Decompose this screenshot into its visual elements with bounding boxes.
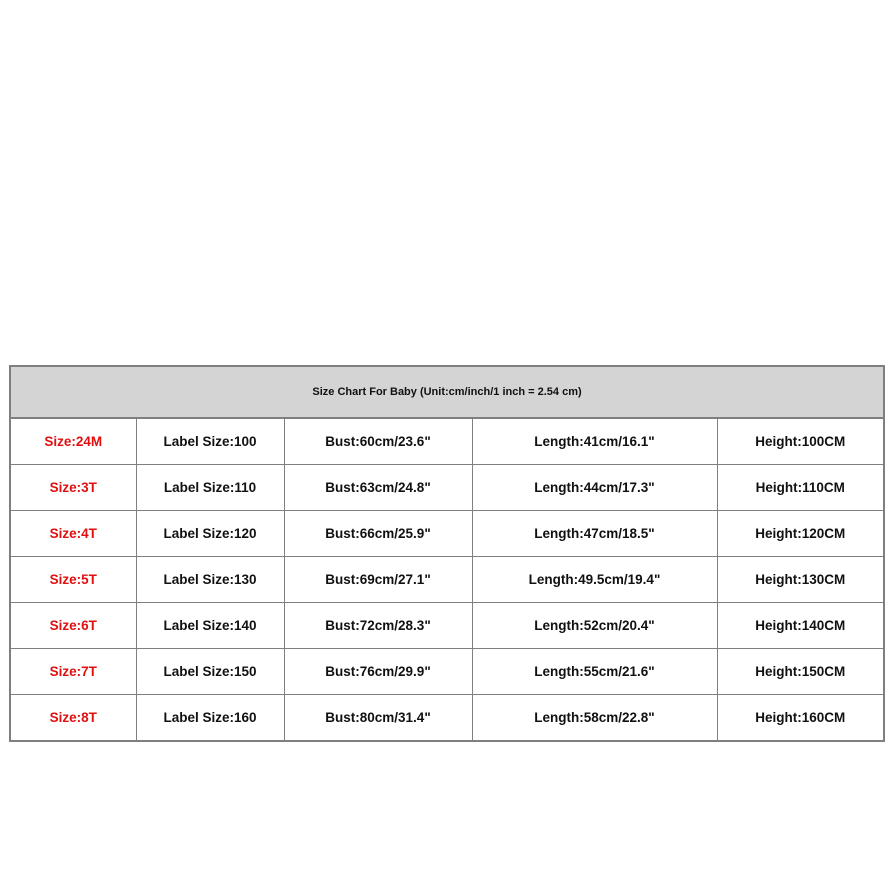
- bust-cell: Bust:69cm/27.1": [284, 557, 472, 603]
- bust-cell: Bust:80cm/31.4": [284, 695, 472, 742]
- length-cell: Length:41cm/16.1": [472, 418, 717, 465]
- label-size-cell: Label Size:160: [136, 695, 284, 742]
- bust-cell: Bust:63cm/24.8": [284, 465, 472, 511]
- height-cell: Height:120CM: [717, 511, 884, 557]
- chart-title: Size Chart For Baby (Unit:cm/inch/1 inch = 2.54 cm): [10, 366, 884, 418]
- size-cell: Size:7T: [10, 649, 136, 695]
- table-row: [10, 695, 884, 742]
- size-cell: Size:6T: [10, 603, 136, 649]
- length-cell: Length:44cm/17.3": [472, 465, 717, 511]
- title-row: [10, 366, 884, 418]
- size-cell: Size:24M: [10, 418, 136, 465]
- length-cell: Length:52cm/20.4": [472, 603, 717, 649]
- size-cell: Size:8T: [10, 695, 136, 742]
- table-row: [10, 649, 884, 695]
- size-cell: Size:5T: [10, 557, 136, 603]
- size-chart-table: [9, 365, 885, 742]
- length-cell: Length:47cm/18.5": [472, 511, 717, 557]
- bust-cell: Bust:72cm/28.3": [284, 603, 472, 649]
- height-cell: Height:150CM: [717, 649, 884, 695]
- table-row: [10, 418, 884, 465]
- size-chart-container: [9, 365, 883, 742]
- table-row: [10, 465, 884, 511]
- size-rows: [10, 418, 884, 741]
- length-cell: Length:55cm/21.6": [472, 649, 717, 695]
- size-cell: Size:4T: [10, 511, 136, 557]
- label-size-cell: Label Size:120: [136, 511, 284, 557]
- height-cell: Height:160CM: [717, 695, 884, 742]
- label-size-cell: Label Size:150: [136, 649, 284, 695]
- height-cell: Height:140CM: [717, 603, 884, 649]
- bust-cell: Bust:66cm/25.9": [284, 511, 472, 557]
- size-cell: Size:3T: [10, 465, 136, 511]
- bust-cell: Bust:76cm/29.9": [284, 649, 472, 695]
- height-cell: Height:110CM: [717, 465, 884, 511]
- bust-cell: Bust:60cm/23.6": [284, 418, 472, 465]
- label-size-cell: Label Size:140: [136, 603, 284, 649]
- length-cell: Length:58cm/22.8": [472, 695, 717, 742]
- length-cell: Length:49.5cm/19.4": [472, 557, 717, 603]
- table-row: [10, 603, 884, 649]
- table-row: [10, 511, 884, 557]
- table-row: [10, 557, 884, 603]
- label-size-cell: Label Size:130: [136, 557, 284, 603]
- label-size-cell: Label Size:100: [136, 418, 284, 465]
- height-cell: Height:130CM: [717, 557, 884, 603]
- height-cell: Height:100CM: [717, 418, 884, 465]
- label-size-cell: Label Size:110: [136, 465, 284, 511]
